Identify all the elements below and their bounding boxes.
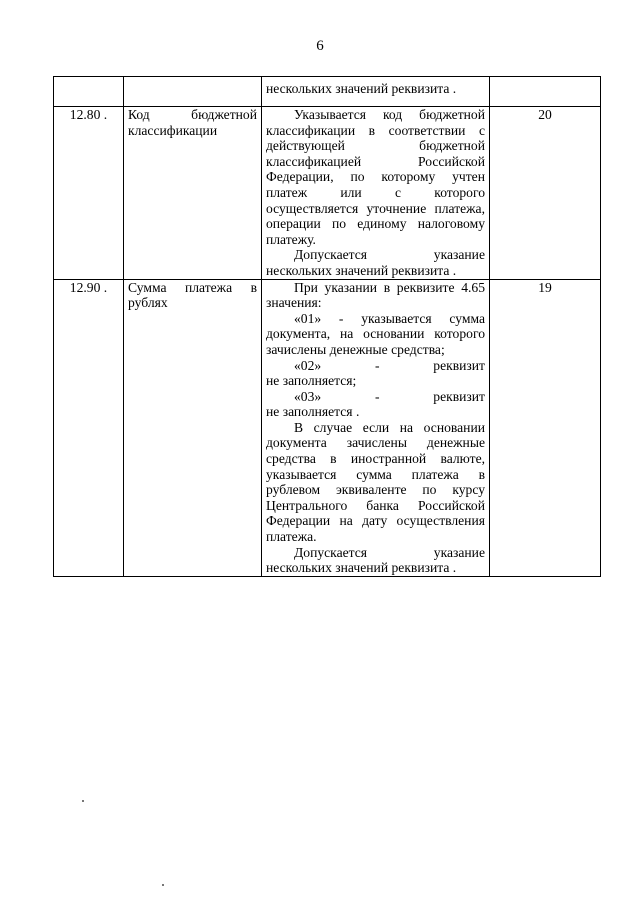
description-cell xyxy=(262,107,490,280)
description-text: Федерации, по которому учтен xyxy=(266,169,485,185)
description-text: «03» - реквизит xyxy=(294,388,485,404)
description-text: рублевом эквиваленте по курсу xyxy=(266,482,485,498)
scan-speck xyxy=(162,884,164,886)
description-text: классификации в соответствии с xyxy=(266,122,485,138)
description-text: указывается сумма платежа в xyxy=(266,466,485,482)
note-text: нескольких значений реквизита . xyxy=(266,560,457,576)
description-text: нескольких значений реквизита . xyxy=(266,81,457,96)
description-text: не заполняется; xyxy=(266,373,357,389)
description-text: зачислены денежные средства; xyxy=(266,341,445,357)
description-text: документа зачислены денежные xyxy=(266,435,485,451)
description-text: При указании в реквизите 4.65 xyxy=(294,279,485,295)
note-text: нескольких значений реквизита . xyxy=(266,262,457,278)
name-cell xyxy=(124,77,262,107)
length-cell: 19 xyxy=(490,279,601,576)
number-cell xyxy=(54,77,124,107)
description-text: платеж или с которого xyxy=(266,184,485,200)
description-text: «02» - реквизит xyxy=(294,357,485,373)
number-cell: 12.90 . xyxy=(54,279,124,576)
table-row xyxy=(54,107,601,280)
note-text: Допускается указание xyxy=(294,544,485,560)
description-text: действующей бюджетной xyxy=(266,138,485,154)
number-cell: 12.80 . xyxy=(54,107,124,280)
description-text: Федерации на дату осуществления xyxy=(266,513,485,529)
note-text: Допускается указание xyxy=(294,247,485,263)
description-text: «01» - указывается сумма xyxy=(294,310,485,326)
description-text: платежу. xyxy=(266,231,316,247)
requisites-table xyxy=(53,76,601,577)
description-text: платежа. xyxy=(266,529,317,545)
description-text: осуществляется уточнение платежа, xyxy=(266,200,485,216)
table-row xyxy=(54,279,601,576)
name-text: Код бюджетной xyxy=(128,107,257,122)
description-text: Центрального банка Российской xyxy=(266,497,485,513)
description-text: не заполняется . xyxy=(266,404,360,420)
page-number: 6 xyxy=(316,38,324,54)
table-row xyxy=(54,77,601,107)
name-text: Сумма платежа в xyxy=(128,279,257,295)
name-text: классификации xyxy=(128,122,218,138)
description-cell xyxy=(262,77,490,107)
description-text: средства в иностранной валюте, xyxy=(266,451,485,467)
name-cell xyxy=(124,107,262,280)
description-cell xyxy=(262,279,490,576)
description-text: В случае если на основании xyxy=(294,419,485,435)
length-cell: 20 xyxy=(490,107,601,280)
name-text: рублях xyxy=(128,295,168,311)
description-text: классификацией Российской xyxy=(266,153,485,169)
description-text: Указывается код бюджетной xyxy=(294,107,485,122)
scan-speck xyxy=(82,800,84,802)
length-cell xyxy=(490,77,601,107)
name-cell xyxy=(124,279,262,576)
description-text: значения: xyxy=(266,295,322,311)
description-text: операции по единому налоговому xyxy=(266,216,485,232)
description-text: документа, на основании которого xyxy=(266,326,485,342)
